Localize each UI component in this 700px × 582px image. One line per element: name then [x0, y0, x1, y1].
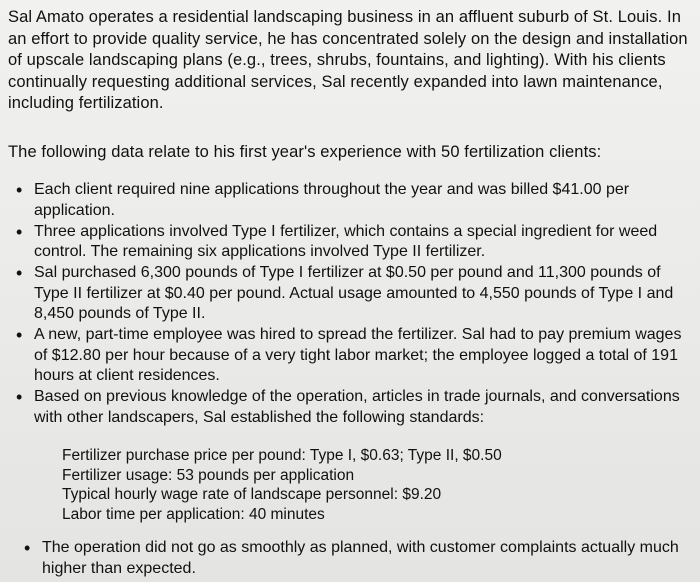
bullet-icon: • — [24, 538, 31, 558]
final-bullet-list — [24, 538, 684, 580]
standard-line: Labor time per application: 40 minutes — [62, 505, 325, 523]
list-item — [16, 325, 690, 387]
bullet-text: A new, part-time employee was hired to spread the fertilizer. Sal had to pay premium wages of $12.80 per hour because of a very tight labor market; the employee logged a total of 191 hours at client residences. — [34, 326, 682, 384]
bullet-text: Based on previous knowledge of the operation, articles in trade journals, and conversations with other landscapers, Sal established the following standards: — [34, 388, 680, 426]
data-bullet-list — [16, 180, 690, 429]
bullet-text: Sal purchased 6,300 pounds of Type I fertilizer at $0.50 per pound and 11,300 pounds of Type II fertilizer at $0.40 per pound. Actual usage amounted to 4,550 pounds of Type I and 8,450 pounds of Type II. — [34, 264, 674, 322]
list-item — [16, 180, 690, 221]
bullet-icon: • — [16, 325, 23, 345]
bullet-text: Each client required nine applications throughout the year and was billed $41.00 per application. — [34, 181, 630, 219]
standards-block — [62, 446, 662, 524]
bullet-icon: • — [16, 263, 23, 283]
list-item — [16, 222, 690, 263]
intro-paragraph: Sal Amato operates a residential landscaping business in an affluent suburb of St. Louis. In an effort to provide quality service, he has concentrated solely on the design and installation of upscale landscaping plans (e.g., trees, shrubs, fountains, and lighting). With his clients continually requesting additional services, Sal recently expanded into lawn maintenance, including fertilization. — [8, 8, 688, 112]
bullet-icon: • — [16, 387, 23, 407]
standard-line: Typical hourly wage rate of landscape personnel: $9.20 — [62, 486, 442, 503]
bullet-icon: • — [16, 180, 23, 200]
list-item — [16, 387, 690, 428]
standard-line: Fertilizer purchase price per pound: Type I, $0.63; Type II, $0.50 — [62, 447, 502, 464]
standard-line: Fertilizer usage: 53 pounds per application — [62, 466, 355, 484]
list-item — [16, 263, 690, 325]
list-item — [24, 538, 684, 579]
bullet-text: The operation did not go as smoothly as planned, with customer complaints actually much higher than expected. — [42, 539, 679, 577]
bullet-icon: • — [16, 221, 23, 242]
bullet-text: Three applications involved Type I fertilizer, which contains a special ingredient for weed control. The remaining six applications involved Type II fertilizer. — [34, 222, 658, 260]
data-lead-sentence: The following data relate to his first year's experience with 50 fertilization clients: — [8, 143, 602, 161]
